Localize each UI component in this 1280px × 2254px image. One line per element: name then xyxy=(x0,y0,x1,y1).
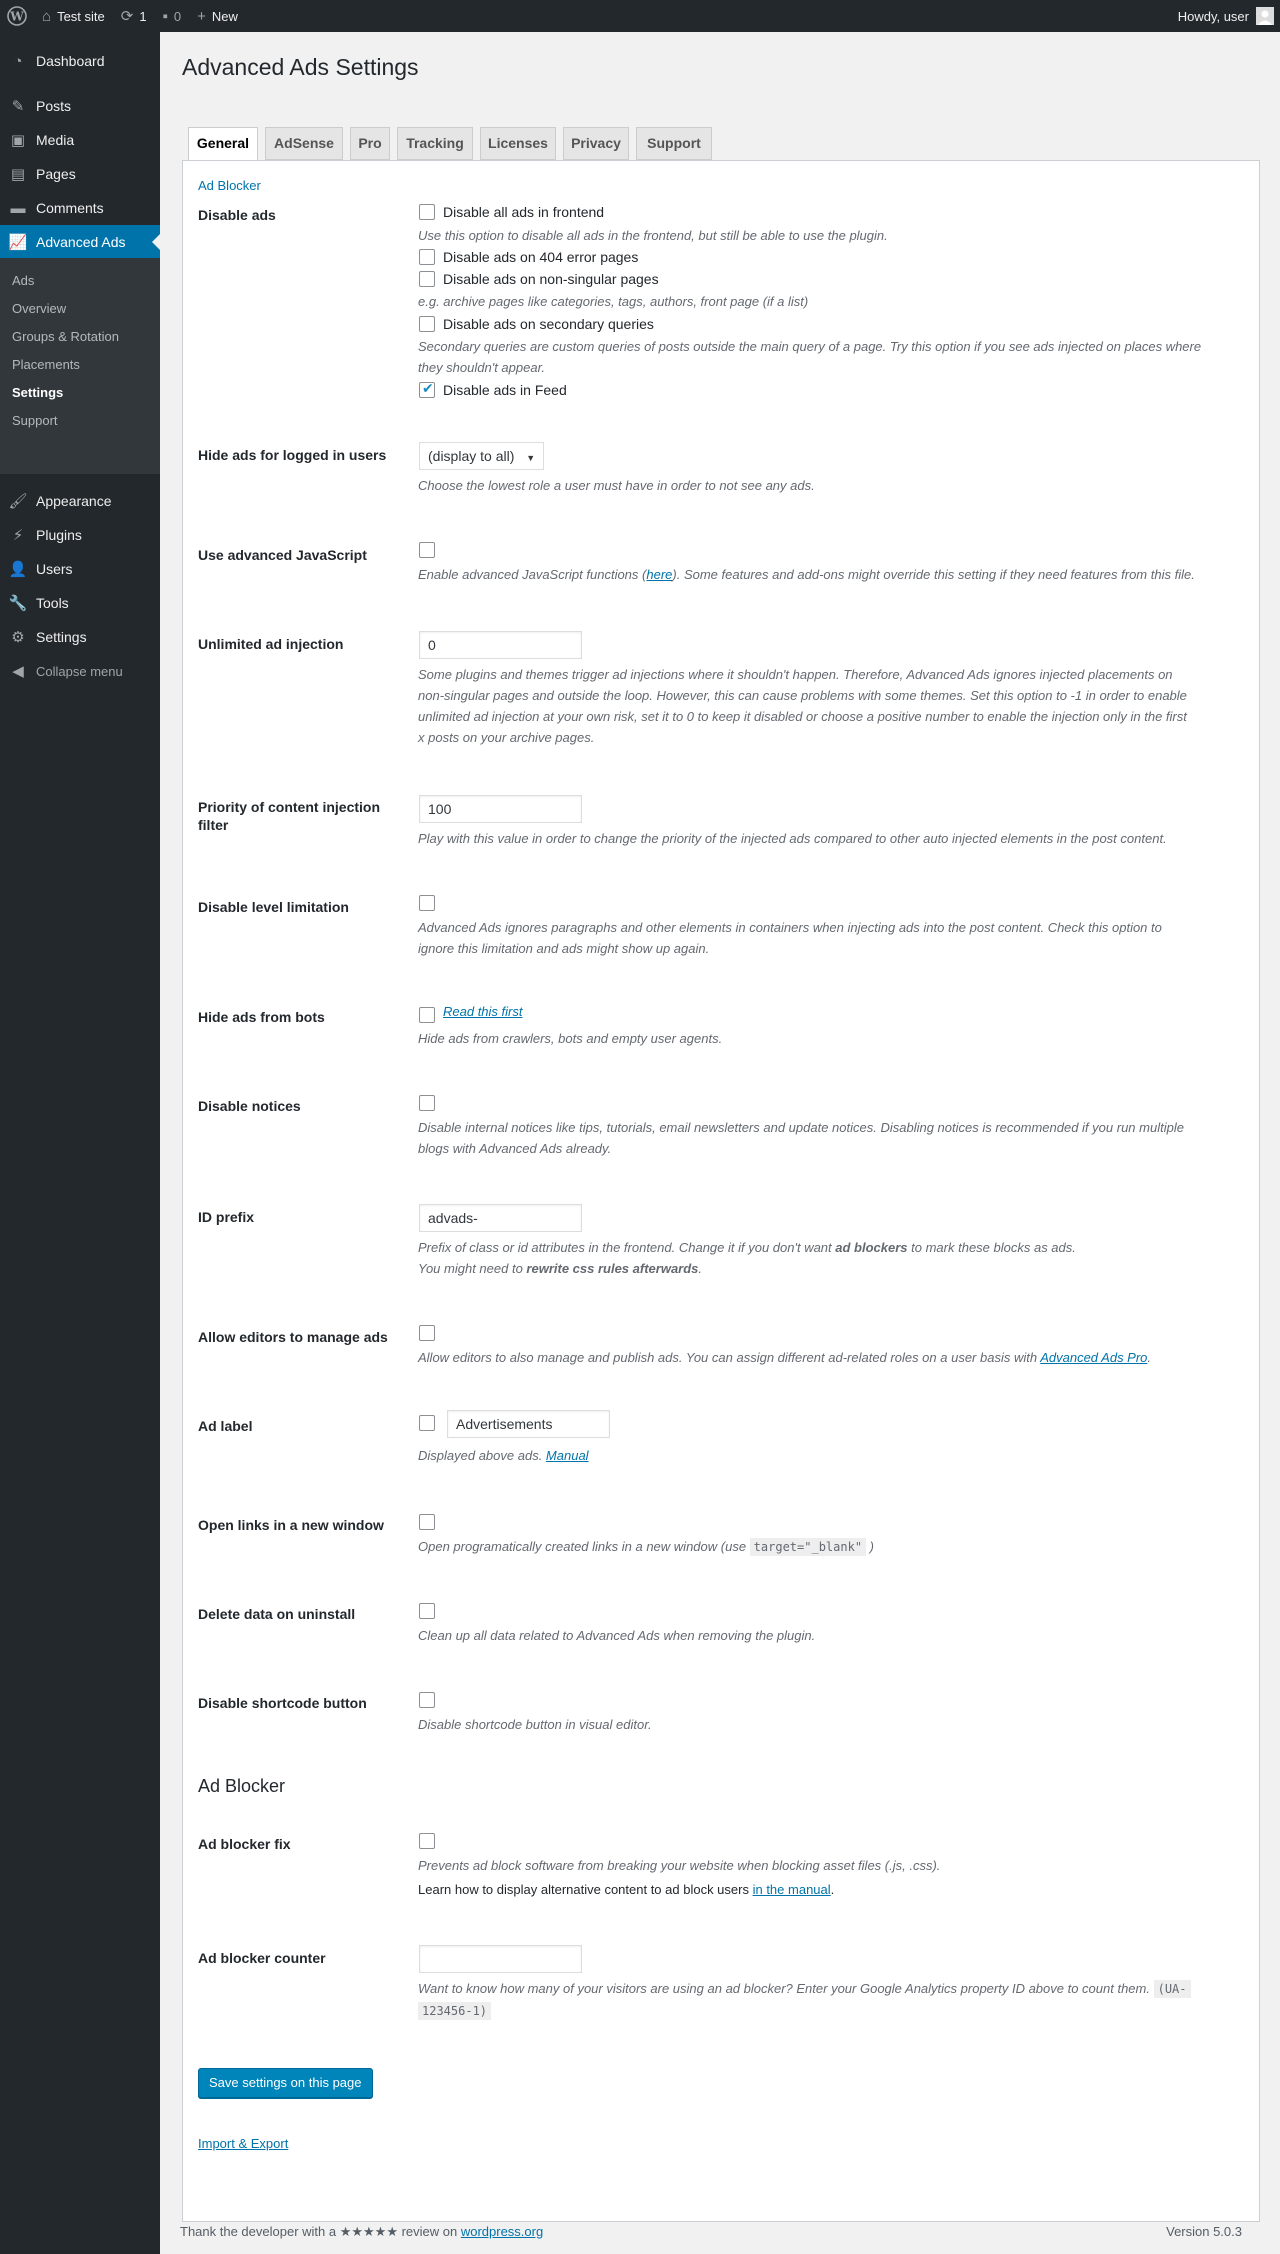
disable-secondary-desc-2: they shouldn't appear. xyxy=(418,360,546,375)
editors-label: Allow editors to manage ads xyxy=(198,1329,388,1345)
delete-data-checkbox[interactable] xyxy=(419,1603,435,1619)
menu-label: Tools xyxy=(36,595,69,611)
disable-feed-checkbox[interactable] xyxy=(419,382,435,398)
desc-part: Enable advanced JavaScript functions ( xyxy=(418,567,647,582)
note-part: . xyxy=(830,1882,835,1897)
tab-privacy[interactable]: Privacy xyxy=(563,127,629,160)
submenu-overview[interactable]: Overview xyxy=(12,301,67,316)
menu-dashboard[interactable] xyxy=(0,44,160,78)
priority-desc: Play with this value in order to change the priority of the injected ads compared to other auto injected elements in the post content. xyxy=(418,831,1167,846)
level-limit-desc-2: ignore this limitation and ads might show up again. xyxy=(418,941,710,956)
in-the-manual-link[interactable]: in the manual xyxy=(752,1882,831,1897)
shortcode-desc: Disable shortcode button in visual editor. xyxy=(418,1717,652,1732)
tab-adsense[interactable]: AdSense xyxy=(265,127,343,160)
advanced-ads-pro-link[interactable]: Advanced Ads Pro xyxy=(1040,1350,1148,1365)
delete-data-label: Delete data on uninstall xyxy=(198,1606,356,1622)
ab-counter-desc-1 xyxy=(418,1978,1191,2000)
ua-code-part-1: (UA- xyxy=(1154,1980,1191,1998)
menu-users[interactable] xyxy=(0,552,160,586)
pages-icon: ▤ xyxy=(10,166,26,183)
desc-part: ). Some features and add-ons might override this setting if they need features from this file. xyxy=(672,567,1195,582)
editors-desc xyxy=(418,1347,1151,1368)
desc-bold: rewrite css rules afterwards xyxy=(526,1261,699,1276)
admin-sidebar xyxy=(0,32,160,2254)
advanced-js-here-link[interactable]: here xyxy=(646,567,673,582)
wrench-icon: 🔧 xyxy=(8,595,28,612)
ab-fix-note xyxy=(418,1879,834,1900)
ab-fix-desc: Prevents ad block software from breaking your website when blocking asset files (.js, .css). xyxy=(418,1858,941,1873)
id-prefix-label: ID prefix xyxy=(198,1209,255,1225)
hide-logged-select[interactable] xyxy=(419,442,544,470)
howdy-text: Howdy, user xyxy=(1177,8,1249,24)
desc-part: You might need to xyxy=(418,1261,527,1276)
menu-label: Collapse menu xyxy=(36,663,123,679)
editors-checkbox[interactable] xyxy=(419,1325,435,1341)
select-value: (display to all) xyxy=(428,448,515,464)
my-account-link[interactable] xyxy=(1170,0,1280,32)
thanks-text: Thank the developer with a ★★★★★ review on xyxy=(180,2224,461,2239)
updates-icon: ⟳ xyxy=(120,8,134,25)
desc-part: to mark these blocks as ads. xyxy=(907,1240,1076,1255)
ad-label-desc xyxy=(418,1445,589,1466)
disable-404-checkbox[interactable] xyxy=(419,249,435,265)
disable-nonsingular-checkbox[interactable] xyxy=(419,271,435,287)
notices-desc-1: Disable internal notices like tips, tutorials, email newsletters and update notices. Disabling notices is recommended if you run multiple xyxy=(418,1120,1184,1135)
submenu-ads[interactable]: Ads xyxy=(12,273,35,288)
desc-part: . xyxy=(1147,1350,1152,1365)
menu-settings[interactable] xyxy=(0,620,160,654)
disable-secondary-label: Disable ads on secondary queries xyxy=(443,316,654,332)
chart-icon: 📈 xyxy=(8,234,28,251)
new-window-desc xyxy=(418,1536,874,1558)
priority-input[interactable]: 100 xyxy=(419,795,582,823)
menu-pages[interactable] xyxy=(0,157,160,191)
priority-label-2: filter xyxy=(198,817,229,833)
home-icon: ⌂ xyxy=(42,7,52,25)
disable-notices-checkbox[interactable] xyxy=(419,1095,435,1111)
menu-media[interactable] xyxy=(0,123,160,157)
id-prefix-desc-1 xyxy=(418,1237,1076,1258)
menu-label: Settings xyxy=(36,629,87,645)
site-name-link[interactable] xyxy=(34,0,113,32)
menu-label: Advanced Ads xyxy=(36,234,126,250)
hide-bots-checkbox[interactable] xyxy=(419,1007,435,1023)
ua-code-part-2: 123456-1) xyxy=(418,2002,491,2020)
updates-count: 1 xyxy=(139,8,147,24)
unlimited-injection-input[interactable]: 0 xyxy=(419,631,582,659)
note-part: Learn how to display alternative content to ad block users xyxy=(418,1882,753,1897)
ad-label-checkbox[interactable] xyxy=(419,1415,435,1431)
disable-all-ads-desc: Use this option to disable all ads in the frontend, but still be able to use the plugin. xyxy=(418,228,888,243)
unlimited-desc-4: x posts on your archive pages. xyxy=(418,730,595,745)
delete-data-desc: Clean up all data related to Advanced Ads when removing the plugin. xyxy=(418,1628,816,1643)
menu-plugins[interactable] xyxy=(0,518,160,552)
updates-link[interactable] xyxy=(113,0,155,32)
read-this-first-link[interactable]: Read this first xyxy=(443,1004,523,1019)
media-icon: ▣ xyxy=(10,132,26,149)
avatar xyxy=(1256,7,1274,25)
disable-ads-label: Disable ads xyxy=(198,207,276,223)
menu-tools[interactable] xyxy=(0,586,160,620)
level-limit-desc-1: Advanced Ads ignores paragraphs and other elements in containers when injecting ads into the post content. Check this option to xyxy=(418,920,1162,935)
menu-label: Users xyxy=(36,561,73,577)
menu-label: Appearance xyxy=(36,493,112,509)
unlimited-desc-2: non-singular pages and outside the loop. However, this can cause problems with some themes. Set this option to -1 in order to enable xyxy=(418,688,1187,703)
notices-desc-2: blogs with Advanced Ads already. xyxy=(418,1141,612,1156)
settings-panel xyxy=(182,160,1260,2222)
menu-label: Dashboard xyxy=(36,53,105,69)
ab-counter-desc-2 xyxy=(418,2000,491,2022)
hide-bots-desc: Hide ads from crawlers, bots and empty user agents. xyxy=(418,1031,723,1046)
unlimited-desc-1: Some plugins and themes trigger ad injections where it shouldn't happen. Therefore, Advanced Ads ignores injected placements on xyxy=(418,667,1173,682)
ab-fix-label: Ad blocker fix xyxy=(198,1836,291,1852)
menu-posts[interactable] xyxy=(0,89,160,123)
dashboard-icon: ◔ xyxy=(13,52,23,70)
desc-part: ) xyxy=(866,1539,874,1554)
tab-general[interactable]: General xyxy=(188,127,258,161)
pin-icon: ✎ xyxy=(11,98,25,115)
tab-tracking[interactable]: Tracking xyxy=(397,127,473,160)
menu-label: Posts xyxy=(36,98,72,114)
priority-label-1: Priority of content injection xyxy=(198,799,381,815)
disable-nonsingular-label: Disable ads on non-singular pages xyxy=(443,271,659,287)
level-limit-checkbox[interactable] xyxy=(419,895,435,911)
wordpress-org-link[interactable]: wordpress.org xyxy=(460,2224,544,2239)
menu-label: Media xyxy=(36,132,75,148)
advanced-js-desc xyxy=(418,564,1195,585)
collapse-icon: ◀ xyxy=(12,663,24,680)
advanced-ads-submenu xyxy=(0,258,160,474)
desc-part: Displayed above ads. xyxy=(418,1448,546,1463)
admin-bar xyxy=(0,0,1280,32)
ad-label-label: Ad label xyxy=(198,1418,253,1434)
target-blank-code: target="_blank" xyxy=(750,1538,866,1556)
disable-secondary-checkbox[interactable] xyxy=(419,316,435,332)
desc-part: . xyxy=(698,1261,703,1276)
footer xyxy=(180,2224,1260,2240)
menu-advanced-ads[interactable] xyxy=(0,225,160,259)
disable-secondary-desc-1: Secondary queries are custom queries of posts outside the main query of a page. Try this option if you see ads injected on places where xyxy=(418,339,1202,354)
comments-icon: ▬ xyxy=(10,199,26,217)
new-content-link[interactable] xyxy=(189,0,246,32)
menu-label: Comments xyxy=(36,200,104,216)
comments-count: 0 xyxy=(173,8,182,24)
comments-link[interactable] xyxy=(155,0,190,32)
new-label: New xyxy=(211,8,238,24)
ad-blocker-section-title: Ad Blocker xyxy=(198,1776,286,1796)
desc-part: Want to know how many of your visitors are using an ad blocker? Enter your Google Analytics property ID above to count them. xyxy=(418,1981,1154,1996)
new-window-checkbox[interactable] xyxy=(419,1514,435,1530)
users-icon: 👤 xyxy=(8,561,28,578)
disable-all-ads-checkbox[interactable] xyxy=(419,204,435,220)
save-settings-button[interactable]: Save settings on this page xyxy=(198,2068,373,2098)
desc-part: Prefix of class or id attributes in the frontend. Change it if you don't want xyxy=(418,1240,836,1255)
menu-comments[interactable] xyxy=(0,191,160,225)
site-name: Test site xyxy=(57,8,105,24)
new-window-label: Open links in a new window xyxy=(198,1517,384,1533)
wordpress-logo-icon[interactable] xyxy=(0,0,34,32)
hide-logged-label: Hide ads for logged in users xyxy=(198,447,387,463)
advanced-js-label: Use advanced JavaScript xyxy=(198,547,367,563)
id-prefix-input[interactable]: advads- xyxy=(419,1204,582,1232)
import-export-link[interactable]: Import & Export xyxy=(198,2136,289,2151)
tab-pro[interactable]: Pro xyxy=(350,127,390,160)
disable-notices-label: Disable notices xyxy=(198,1098,301,1114)
submenu-settings[interactable]: Settings xyxy=(12,385,64,400)
menu-label: Plugins xyxy=(36,527,82,543)
tab-support[interactable]: Support xyxy=(636,127,712,160)
ad-label-input[interactable]: Advertisements xyxy=(447,1410,610,1438)
version-text: Version 5.0.3 xyxy=(1166,2224,1242,2239)
submenu-placements[interactable]: Placements xyxy=(12,357,80,372)
brush-icon: 🖌 xyxy=(8,493,28,510)
disable-404-label: Disable ads on 404 error pages xyxy=(443,249,639,265)
hide-logged-desc: Choose the lowest role a user must have in order to not see any ads. xyxy=(418,478,815,493)
desc-part: Allow editors to also manage and publish ads. You can assign different ad-related roles on a user basis with xyxy=(418,1350,1041,1365)
ab-counter-label: Ad blocker counter xyxy=(198,1950,326,1966)
unlimited-desc-3: unlimited ad injection at your own risk, set it to 0 to keep it disabled or choose a positive number to enable the injection only in the first xyxy=(418,709,1187,724)
manual-link[interactable]: Manual xyxy=(545,1448,589,1463)
shortcode-checkbox[interactable] xyxy=(419,1692,435,1708)
disable-nonsingular-desc: e.g. archive pages like categories, tags, authors, front page (if a list) xyxy=(418,294,809,309)
submenu-groups[interactable]: Groups & Rotation xyxy=(12,329,119,344)
plug-icon: ⚡ xyxy=(12,527,24,544)
tab-licenses[interactable]: Licenses xyxy=(480,127,556,160)
dropdown-arrow-icon: ▼ xyxy=(526,453,536,463)
advanced-js-checkbox[interactable] xyxy=(419,542,435,558)
plus-icon: + xyxy=(197,7,206,25)
disable-feed-label: Disable ads in Feed xyxy=(443,382,567,398)
ad-blocker-anchor-link[interactable]: Ad Blocker xyxy=(198,178,261,193)
desc-bold: ad blockers xyxy=(835,1240,908,1255)
menu-label: Pages xyxy=(36,166,76,182)
disable-all-ads-label: Disable all ads in frontend xyxy=(443,204,605,220)
level-limit-label: Disable level limitation xyxy=(198,899,349,915)
svg-text:W: W xyxy=(10,9,24,24)
menu-appearance[interactable] xyxy=(0,484,160,518)
ab-fix-checkbox[interactable] xyxy=(419,1833,435,1849)
desc-part: Open programatically created links in a new window (use xyxy=(418,1539,750,1554)
submenu-support[interactable]: Support xyxy=(12,413,58,428)
settings-icon: ⚙ xyxy=(11,629,25,646)
comment-bubble-icon: ▪ xyxy=(162,7,168,25)
ab-counter-input[interactable] xyxy=(419,1945,582,1973)
footer-thanks xyxy=(180,2224,543,2239)
id-prefix-desc-2 xyxy=(418,1258,702,1279)
hide-bots-label: Hide ads from bots xyxy=(198,1009,325,1025)
collapse-menu-button[interactable] xyxy=(0,654,160,688)
shortcode-label: Disable shortcode button xyxy=(198,1695,367,1711)
page-title: Advanced Ads Settings xyxy=(182,54,419,80)
unlimited-injection-label: Unlimited ad injection xyxy=(198,636,344,652)
